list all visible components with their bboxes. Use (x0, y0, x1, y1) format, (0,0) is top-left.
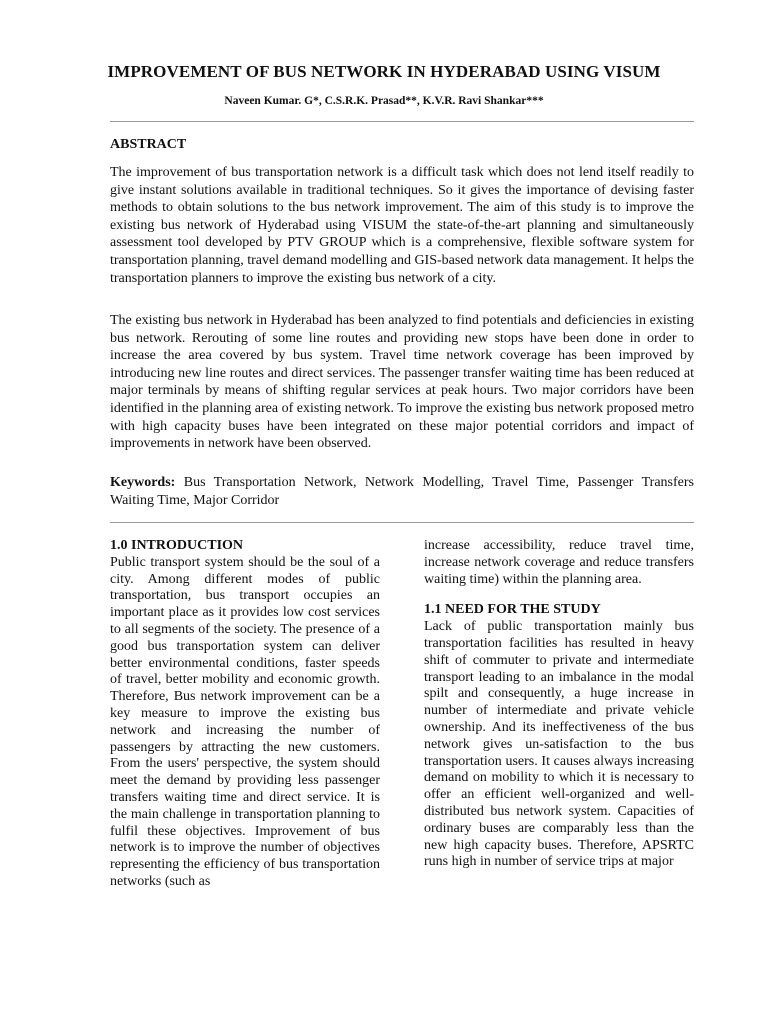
header-divider (110, 121, 694, 122)
introduction-heading: 1.0 INTRODUCTION (110, 538, 244, 553)
need-for-study-text: Lack of public transportation mainly bus transportation facilities has resulted in heavy shift of commuter to private and intermediate transport leading to an imbalance in the modal spilt and consequently, a huge increase in number of intermediate and private vehicle ownership. And its ineffectiveness of the bus network gives un-satisfaction to the bus transportation users. It causes always increasing demand on mobility to which it is necessary to offer an efficient well-organized and well-distributed bus network system. Capacities of ordinary buses are comparably less than the new high capacity buses. Therefore, APSRTC runs high in number of service trips at major (424, 619, 694, 870)
abstract-heading: ABSTRACT (110, 137, 187, 152)
need-for-study-heading: 1.1 NEED FOR THE STUDY (424, 602, 601, 618)
keywords-label: Keywords: (110, 475, 176, 490)
abstract-divider (110, 522, 694, 523)
keywords-text: Bus Transportation Network, Network Modelling, Travel Time, Passenger Transfers Waiting Time, Major Corridor (110, 475, 694, 508)
left-column (110, 538, 380, 891)
abstract-paragraph-2: The existing bus network in Hyderabad has been analyzed to find potentials and deficiencies in existing bus network. Rerouting of some line routes and providing new stops have been done in order to increase the area covered by bus system. Travel time network coverage has been improved by introducing new line routes and direct services. The passenger transfer waiting time has been reduced at major terminals by means of shifting regular services at peak hours. Two major corridors have been identified in the planning area of existing network. To improve the existing bus network proposed metro with high capacity buses have been integrated on these major potential corridors and impact of improvements in network have been observed. (110, 313, 694, 452)
abstract-paragraph-1: The improvement of bus transportation network is a difficult task which does not lend itself readily to give instant solutions available in traditional techniques. So it gives the importance of devising faster methods to obtain solutions to the bus network improvement. The aim of this study is to improve the existing bus network of Hyderabad using VISUM the state-of-the-art planning and simultaneously assessment tool developed by PTV GROUP which is a comprehensive, flexible software system for transportation planning, travel demand modelling and GIS-based network data management. It helps the transportation planners to improve the existing bus network of a city. (110, 165, 694, 286)
keywords-paragraph (110, 474, 694, 509)
author-list: Naveen Kumar. G*, C.S.R.K. Prasad**, K.V.R. Ravi Shankar*** (224, 95, 544, 107)
introduction-continued-text: increase accessibility, reduce travel time, increase network coverage and reduce transfers waiting time) within the planning area. (424, 538, 694, 587)
right-column (424, 538, 694, 871)
paper-title: IMPROVEMENT OF BUS NETWORK IN HYDERABAD USING VISUM (107, 62, 661, 81)
introduction-text: Public transport system should be the soul of a city. Among different modes of public transportation, bus transport occupies an important place as it provides low cost services to all segments of the society. The presence of a good bus transportation system can deliver better environmental conditions, faster speeds of travel, better mobility and economic growth. Therefore, Bus network improvement can be a key measure to improve the existing bus network and increasing the number of passengers by attracting the new customers. From the users' perspective, the system should meet the demand by providing less passenger transfers waiting time and direct service. It is the main challenge in transportation planning to fulfil these objectives. Improvement of bus network is to improve the number of objectives representing the efficiency of bus transportation networks (such as (110, 554, 380, 889)
